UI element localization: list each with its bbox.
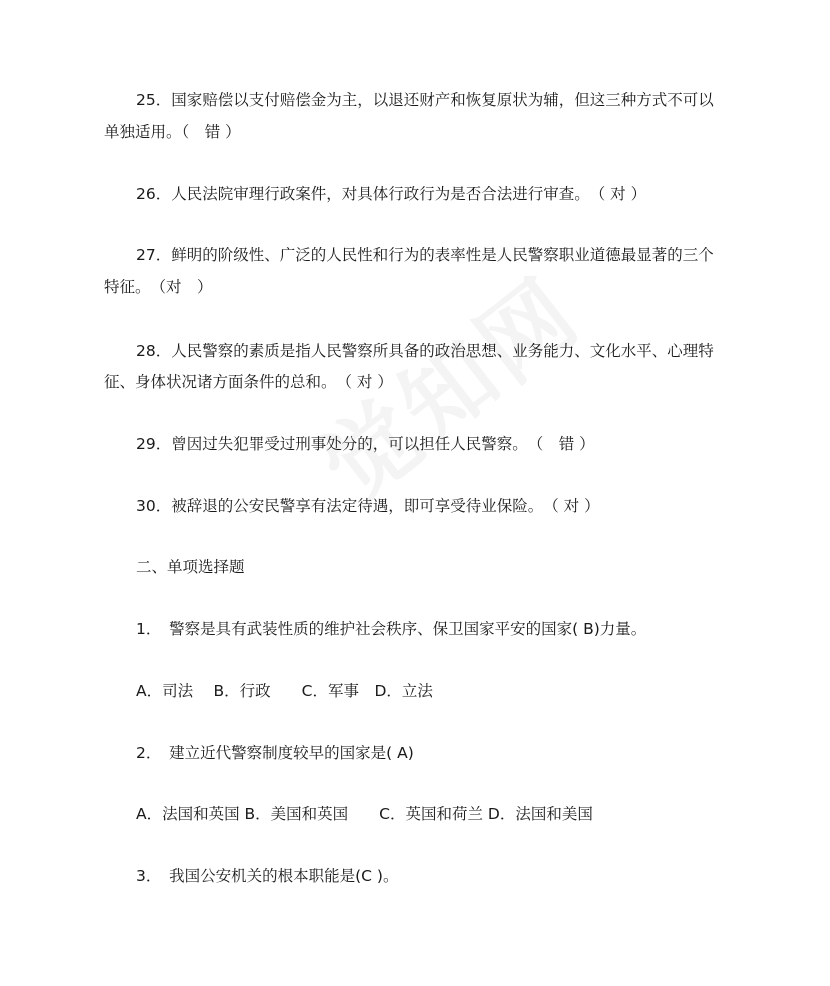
question-30: 30．被辞退的公安民警享有法定待遇，即可享受待业保险。 （ 对 ） <box>136 497 600 515</box>
question-27-line-1: 27．鲜明的阶级性、广泛的人民性和行为的表率性是人民警察职业道德最显著的三个 <box>136 246 714 264</box>
question-26: 26．人民法院审理行政案件，对具体行政行为是否合法进行审查。 （ 对 ） <box>136 185 647 203</box>
question-29: 29．曾因过失犯罪受过刑事处分的，可以担任人民警察。 （ 错 ） <box>136 435 595 453</box>
mc-question-2-options: A．法国和英国 B．美国和英国 C．英国和荷兰 D．法国和美国 <box>136 805 593 823</box>
mc-question-1: 1． 警察是具有武装性质的维护社会秩序、保卫国家平安的国家( B)力量。 <box>136 620 647 638</box>
section-heading: 二、单项选择题 <box>136 558 245 576</box>
question-28-line-1: 28．人民警察的素质是指人民警察所具备的政治思想、业务能力、文化水平、心理特 <box>136 342 714 360</box>
question-27-line-2: 特征。 （对 ） <box>104 278 213 296</box>
question-25-line-1: 25．国家赔偿以支付赔偿金为主，以退还财产和恢复原状为辅，但这三种方式不可以 <box>136 91 714 109</box>
mc-question-2: 2． 建立近代警察制度较早的国家是( A) <box>136 744 414 762</box>
question-28-line-2: 征、身体状况诸方面条件的总和。 （ 对 ） <box>104 373 393 391</box>
question-25-line-2: 单独适用。（ 错 ） <box>104 123 241 141</box>
mc-question-3: 3． 我国公安机关的根本职能是(C )。 <box>136 867 399 885</box>
mc-question-1-options: A．司法 B．行政 C．军事 D．立法 <box>136 682 433 700</box>
